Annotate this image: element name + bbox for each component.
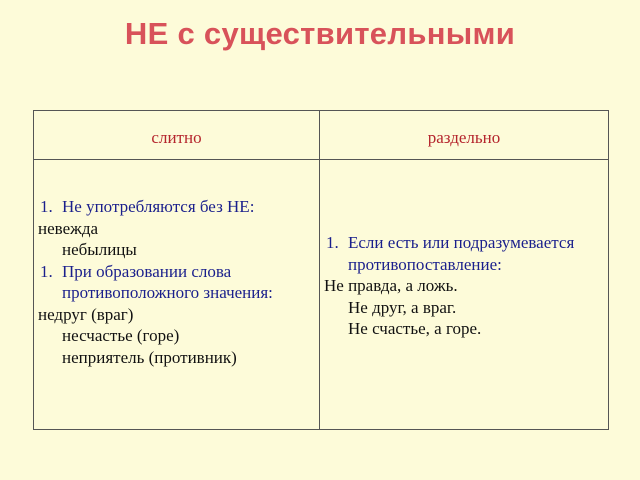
joined-example: неприятель (противник) xyxy=(62,347,237,367)
joined-cell xyxy=(34,160,320,430)
joined-rule-1-number: 1. xyxy=(40,197,53,216)
header-separate-label: раздельно xyxy=(427,128,501,147)
joined-example: несчастье (горе) xyxy=(62,326,180,345)
rules-table xyxy=(33,110,609,430)
header-joined xyxy=(34,111,320,160)
joined-rule-1 xyxy=(34,196,319,218)
separate-example: Не правда, а ложь. xyxy=(324,276,458,295)
separate-example: Не счастье, а горе. xyxy=(348,319,482,338)
separate-example: Не друг, а враг. xyxy=(348,297,457,317)
header-joined-label: слитно xyxy=(151,128,202,147)
page-title: НЕ с существительными xyxy=(124,16,516,51)
joined-example: небылицы xyxy=(62,240,137,259)
separate-rule-1 xyxy=(320,232,608,275)
separate-cell xyxy=(320,160,609,430)
separate-rule-1-number: 1. xyxy=(326,233,339,252)
joined-rule-2 xyxy=(34,261,319,304)
joined-rule-1-text: Не употребляются без НЕ: xyxy=(62,197,255,216)
separate-rule-1-text: Если есть или подразумевается противопоставление: xyxy=(348,233,575,274)
header-separate xyxy=(320,111,609,160)
joined-example: невежда xyxy=(38,218,99,238)
joined-rule-2-text: При образовании слова противоположного значения: xyxy=(62,261,273,302)
joined-rule-2-number: 1. xyxy=(40,261,53,281)
joined-example: недруг (враг) xyxy=(38,304,134,324)
